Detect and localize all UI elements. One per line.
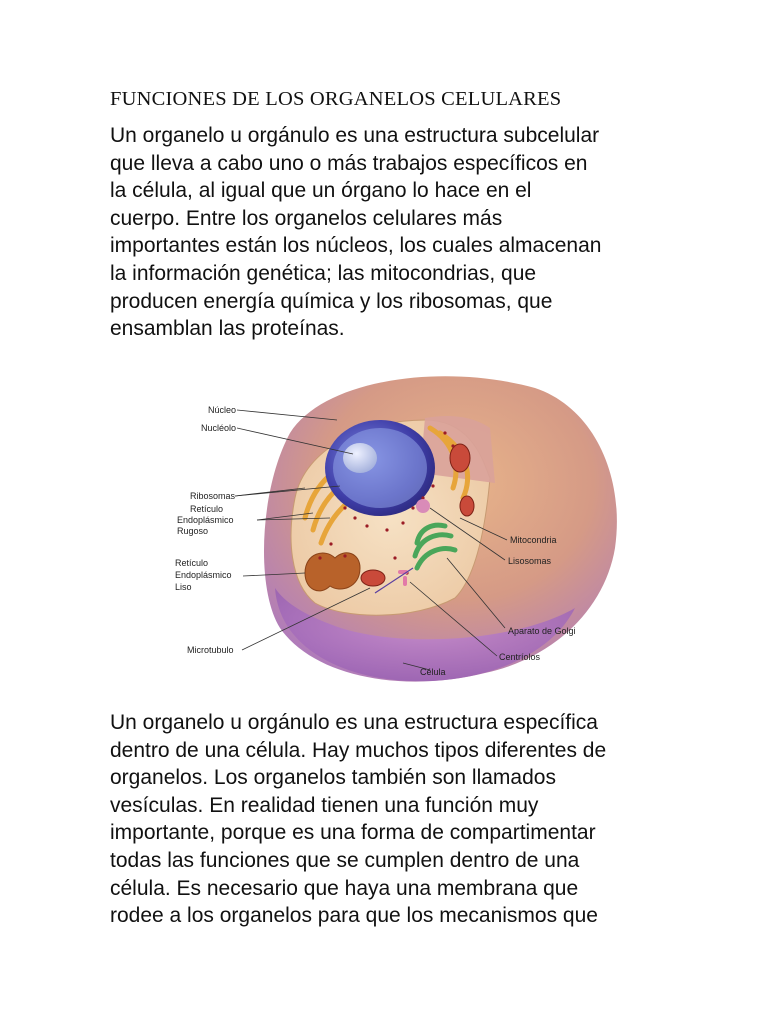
paragraph-line: la información genética; las mitocondrias, que — [110, 261, 537, 285]
label-rel: Retículo — [175, 558, 209, 568]
cell-illustration — [155, 358, 625, 698]
paragraph-line: ensamblan las proteínas. — [110, 317, 345, 341]
page-title: FUNCIONES DE LOS ORGANELOS CELULARES — [110, 88, 562, 110]
label-rer: Rugoso — [177, 526, 209, 536]
paragraph-line: dentro de una célula. Hay muchos tipos diferentes de — [110, 738, 607, 762]
nucleolus — [343, 443, 377, 473]
paragraph-line: organelos. Los organelos también son llamados — [110, 766, 556, 790]
cell-diagram — [155, 358, 625, 698]
paragraph-line: importante, porque es una forma de compartimentar — [110, 821, 596, 845]
label-rer: Retículo — [190, 504, 224, 514]
paragraph-line: rodee a los organelos para que los mecanismos que — [110, 904, 598, 928]
label-rer: Endoplásmico — [177, 515, 234, 525]
label-centriolos: Centríolos — [499, 652, 541, 662]
label-rel: Liso — [175, 582, 192, 592]
paragraph-line: vesículas. En realidad tienen una función muy — [110, 793, 539, 817]
paragraph-line: importantes están los núcleos, los cuales almacenan — [110, 234, 602, 258]
paragraph-line: que lleva a cabo uno o más trabajos específicos en — [110, 151, 588, 175]
paragraph-line: producen energía química y los ribosomas, que — [110, 289, 553, 313]
smooth-er — [305, 553, 360, 591]
body-paragraph — [110, 709, 606, 930]
paragraph-line: Un organelo u orgánulo es una estructura específica — [110, 711, 598, 734]
label-rel: Endoplásmico — [175, 570, 232, 580]
paragraph-line: todas las funciones que se cumplen dentro de una — [110, 848, 580, 872]
intro-paragraph — [110, 122, 601, 343]
paragraph-line: cuerpo. Entre los organelos celulares más — [110, 206, 503, 230]
paragraph-line: célula. Es necesario que haya una membrana que — [110, 876, 579, 900]
label-microtubulo: Microtubulo — [187, 645, 234, 655]
label-golgi: Aparato de Golgi — [508, 626, 576, 636]
label-nucleo: Núcleo — [208, 405, 237, 415]
label-mitocondria: Mitocondria — [510, 535, 557, 545]
label-celula: Célula — [420, 667, 446, 677]
label-ribosomas: Ribosomas — [190, 491, 236, 501]
paragraph-line: la célula, al igual que un órgano lo hace en el — [110, 179, 532, 203]
label-nucleolo: Nucléolo — [201, 423, 237, 433]
paragraph-line: Un organelo u orgánulo es una estructura subcelular — [110, 124, 600, 147]
label-lisosomas: Lisosomas — [508, 556, 552, 566]
lysosome — [416, 499, 430, 513]
